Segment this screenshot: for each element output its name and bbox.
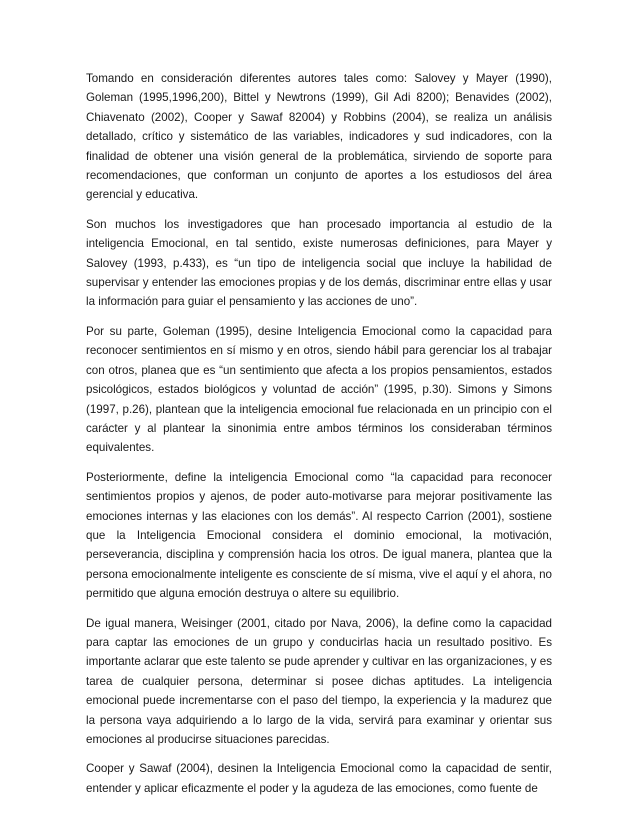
paragraph-1: Tomando en consideración diferentes autores tales como: Salovey y Mayer (1990), Goleman (1995,1996,200), Bittel y Newtrons (1999), Gil Adi 8200); Benavides (2002), Chiavenato (2002), Cooper y Sawaf 82004) y Robbins (2004), se realiza un análisis detallado, crítico y sistemático de las variables, indicadores y sud indicadores, con la finalidad de obtener una visión general de la problemática, sirviendo de soporte para recomendaciones, que conforman un conjunto de aportes a los estudiosos del área gerencial y educativa. bbox=[86, 72, 552, 202]
paragraph-3: Por su parte, Goleman (1995), desine Inteligencia Emocional como la capacidad para reconocer sentimientos en sí mismo y en otros, siendo hábil para gerenciar los al trabajar con otros, planea que es “un sentimiento que afecta a los propios pensamientos, estados psicológicos, estados biológicos y voluntad de acción” (1995, p.30). Simons y Simons (1997, p.26), plantean que la inteligencia emocional fue relacionada en un principio con el carácter y al plantear la sinonimia entre ambos términos los consideraban términos equivalentes. bbox=[86, 324, 552, 455]
paragraph-4: Posteriormente, define la inteligencia Emocional como “la capacidad para reconocer sentimientos propios y ajenos, de poder auto-motivarse para mejorar positivamente las emociones internas y las elaciones con los demás”. Al respecto Carrion (2001), sostiene que la Inteligencia Emocional considera el dominio emocional, la motivación, perseverancia, disciplina y comprensión hacia los otros. De igual manera, plantea que la persona emocionalmente inteligente es consciente de sí misma, vive el aquí y el ahora, no permitido que alguna emoción destruya o altere su equilibrio. bbox=[86, 470, 552, 601]
paragraph-5: De igual manera, Weisinger (2001, citado por Nava, 2006), la define como la capacidad para captar las emociones de un grupo y conducirlas hacia un resultado positivo. Es importante aclarar que este talento se pude aprender y cultivar en las organizaciones, y es tarea de cualquier persona, determinar si posee dichas aptitudes. La inteligencia emocional puede incrementarse con el paso del tiempo, la experiencia y la madurez que la persona vaya adquiriendo a lo largo de la vida, servirá para examinar y orientar sus emociones al producirse situaciones parecidas. bbox=[86, 616, 552, 746]
paragraph-6: Cooper y Sawaf (2004), desinen la Inteligencia Emocional como la capacidad de sentir, entender y aplicar eficazmente el poder y la agudeza de las emociones, como fuente de bbox=[86, 762, 552, 795]
paragraph-2: Son muchos los investigadores que han procesado importancia al estudio de la inteligencia Emocional, en tal sentido, existe numerosas definiciones, para Mayer y Salovey (1993, p.433), es “un tipo de inteligencia social que incluye la habilidad de supervisar y entender las emociones propias y de los demás, discriminar entre ellas y usar la información para guiar el pensamiento y las acciones de uno”. bbox=[86, 217, 552, 309]
